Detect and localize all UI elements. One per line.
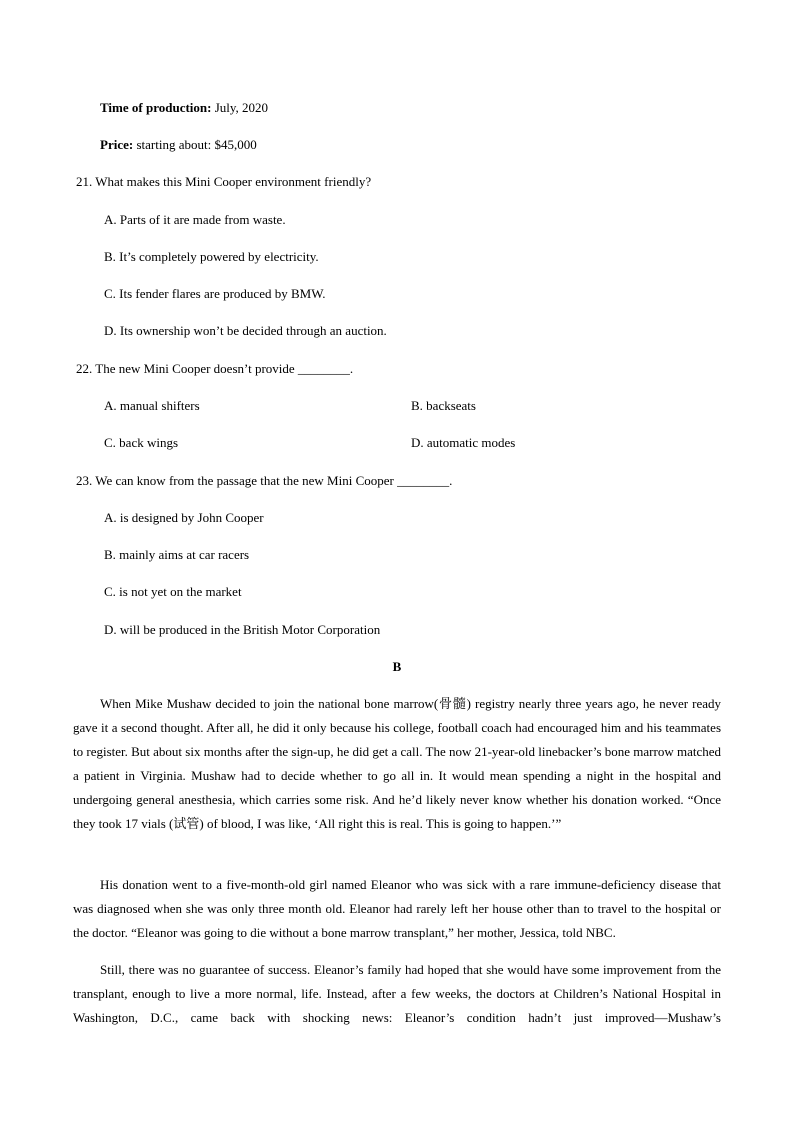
question-23-option-a: A. is designed by John Cooper xyxy=(104,510,264,525)
question-22-stem: 22. The new Mini Cooper doesn’t provide ________. xyxy=(76,361,354,376)
question-22-option-d: D. automatic modes xyxy=(411,435,516,450)
question-21-option-a: A. Parts of it are made from waste. xyxy=(104,212,286,227)
production-time-line xyxy=(100,100,268,116)
question-21-option-d: D. Its ownership won’t be decided through an auction. xyxy=(104,323,387,338)
paragraph-text: Still, there was no guarantee of success. Eleanor’s family had hoped that she would have some improvement from the transplant, enough to live a more normal, life. Instead, after a few weeks, the doctors at Children’s National Hospital in Washington, D.C., came back with shocking news: Eleanor’s condition hadn’t just improved—Mushaw’s xyxy=(73,962,721,1025)
production-time-label: Time of production: xyxy=(100,100,212,115)
question-23-stem: 23. We can know from the passage that the new Mini Cooper ________. xyxy=(76,473,453,488)
question-23-option-b: B. mainly aims at car racers xyxy=(104,547,250,562)
question-22-option-b: B. backseats xyxy=(411,398,476,413)
production-time-value: July, 2020 xyxy=(211,100,269,115)
question-21-stem: 21. What makes this Mini Cooper environment friendly? xyxy=(76,174,372,189)
paragraph-text: When Mike Mushaw decided to join the national bone marrow(骨髓) registry nearly three years ago, he never ready gave it a second thought. After all, he did it only because his college, football coach had encouraged him and his teammates to register. But about six months after the sign-up, he did get a call. The now 21-year-old linebacker’s bone marrow matched a patient in Virginia. Mushaw had to decide whether to go all in. It would mean spending a night in the hospital and undergoing general anesthesia, which carries some risk. And he’d likely never know whether his donation worked. “Once they took 17 vials (试管) of blood, I was like, ‘All right this is real. This is going to happen.’” xyxy=(73,696,721,831)
price-value: starting about: $45,000 xyxy=(133,137,257,152)
price-line xyxy=(100,137,257,153)
section-b-title: B xyxy=(392,659,402,674)
question-23-option-c: C. is not yet on the market xyxy=(104,584,242,599)
question-22-option-a: A. manual shifters xyxy=(104,398,200,413)
section-b-paragraph-2 xyxy=(73,873,721,945)
question-23-option-d: D. will be produced in the British Motor Corporation xyxy=(104,622,381,637)
question-21-option-c: C. Its fender flares are produced by BMW. xyxy=(104,286,326,301)
paragraph-text: His donation went to a five-month-old girl named Eleanor who was sick with a rare immune-deficiency disease that was diagnosed when she was only three month old. Eleanor had rarely left her house other than to travel to the hospital or the doctor. “Eleanor was going to die without a bone marrow transplant,” her mother, Jessica, told NBC. xyxy=(73,877,721,940)
price-label: Price: xyxy=(100,137,134,152)
section-b-paragraph-1 xyxy=(73,692,721,836)
question-21-option-b: B. It’s completely powered by electricity. xyxy=(104,249,319,264)
question-22-option-c: C. back wings xyxy=(104,435,179,450)
section-b-paragraph-3 xyxy=(73,958,721,1030)
